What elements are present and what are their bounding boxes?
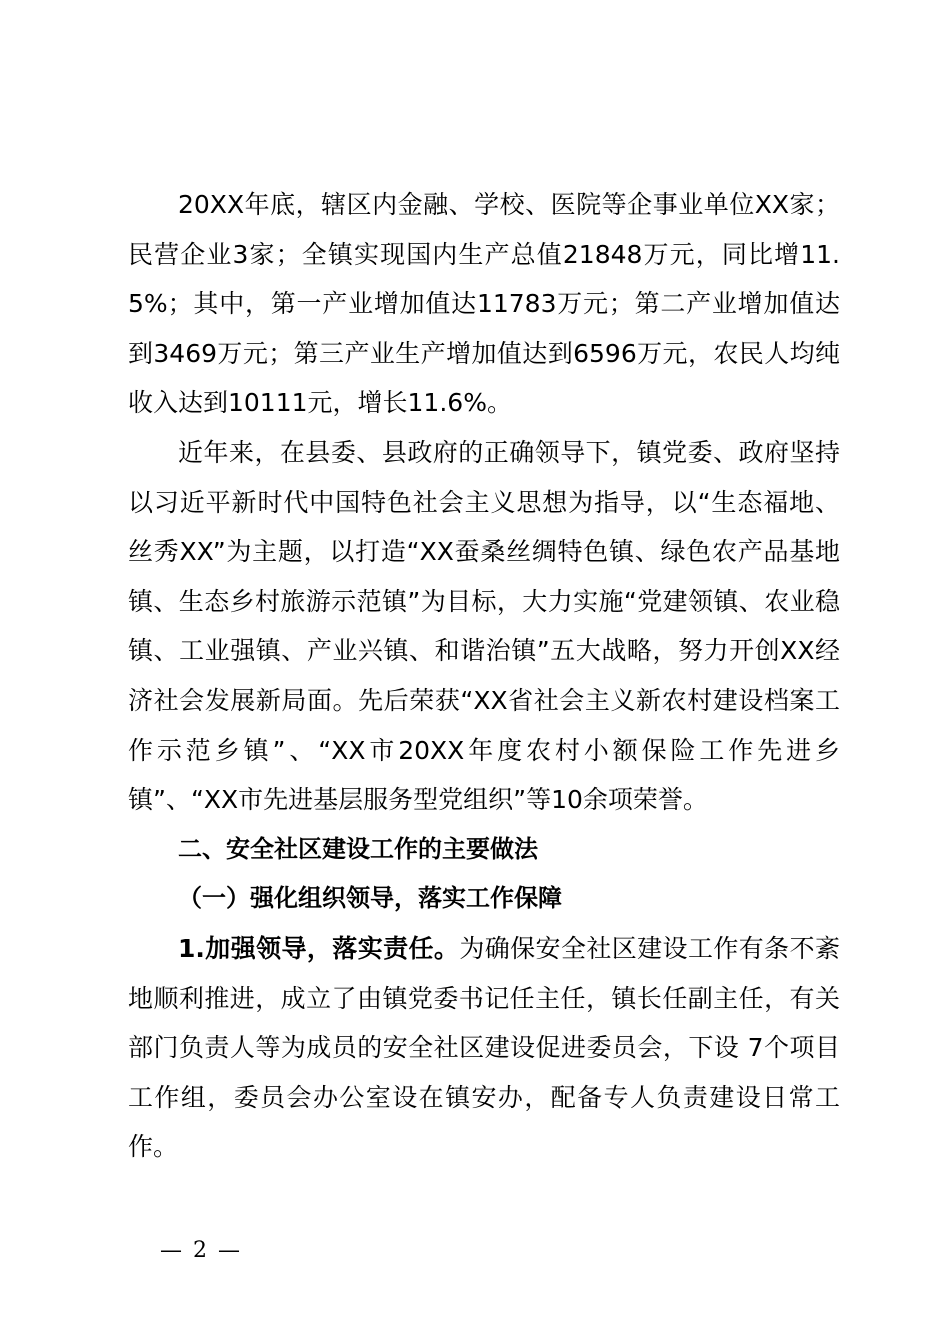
page-number: — 2 — [160, 1238, 242, 1263]
paragraph-recent-years: 近年来，在县委、县政府的正确领导下，镇党委、政府坚持以习近平新时代中国特色社会主义思想为指导，以“生态福地、丝秀XX”为主题，以打造“XX蚕桑丝绸特色镇、绿色农产品基地镇、生态乡村旅游示范镇”为目标，大力实施“党建领镇、农业稳镇、工业强镇、产业兴镇、和谐治镇”五大战略，努力开创XX经济社会发展新局面。先后荣获“XX省社会主义新农村建设档案工作示范乡镇”、“XX市20XX年度农村小额保险工作先进乡镇”、“XX市先进基层服务型党组织”等10余项荣誉。 [128, 437, 840, 815]
item-lead: 1.加强领导，落实责任。 [178, 933, 460, 963]
item-text: 为确保安全社区建设工作有条不紊地顺利推进，成立了由镇党委书记任主任，镇长任副主任，有关部门负责人等为成员的安全社区建设促进委员会，下设 7个项目工作组，委员会办公室设在镇安办，配备专人负责建设日常工作。 [128, 933, 840, 1162]
sub-heading: （一）强化组织领导，落实工作保障 [178, 884, 562, 913]
section-heading: 二、安全社区建设工作的主要做法 [178, 834, 538, 863]
paragraph-item-1 [128, 924, 840, 1172]
document-body [128, 180, 840, 1172]
paragraph-economy: 20XX年底，辖区内金融、学校、医院等企事业单位XX家；民营企业3家；全镇实现国内生产总值21848万元，同比增11.5%；其中，第一产业增加值达11783万元；第二产业增加值达到3469万元；第三产业生产增加值达到6596万元，农民人均纯收入达到10111元，增长11.6%。 [128, 190, 840, 418]
